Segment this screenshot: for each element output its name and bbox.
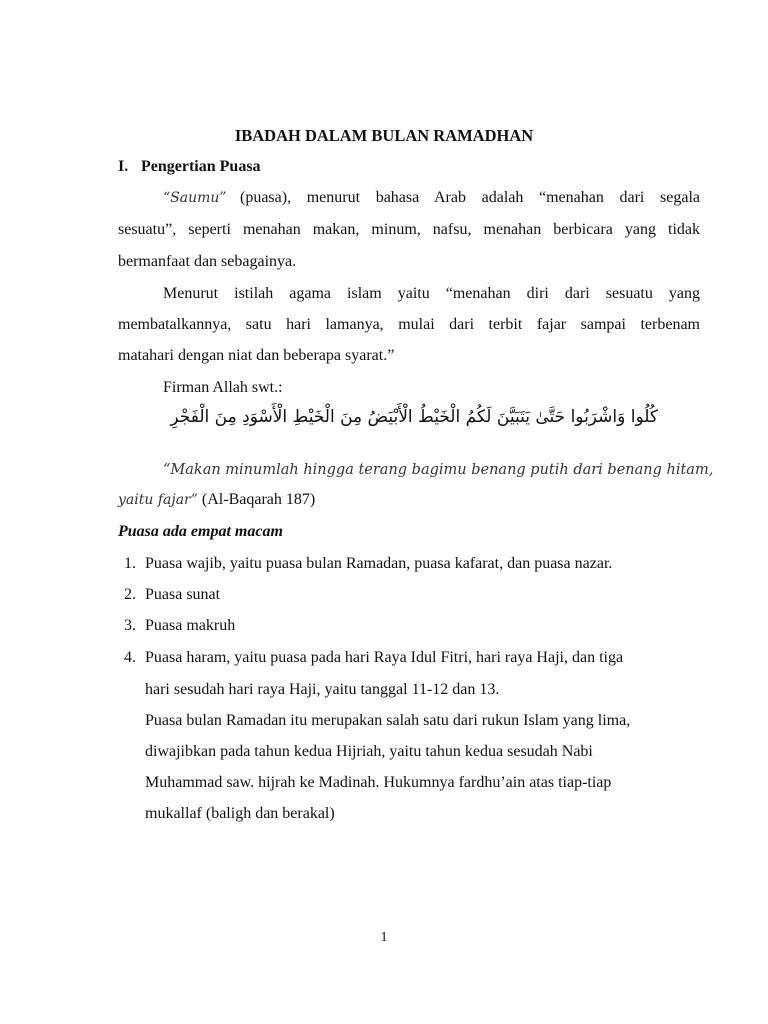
arabic-verse: كُلُوا وَاشْرَبُوا حَتَّىٰ يَتَبَيَّنَ لَكُمُ الْخَيْطُ الْأَبْيَضُ مِنَ الْخَيْطِ الْأَسْوَدِ مِنَ الْفَجْرِ <box>170 407 658 427</box>
para2-line1: Menurut istilah agama islam yaitu “menahan diri dari sesuatu yang <box>163 285 700 302</box>
list-item: Puasa makruh <box>145 617 236 634</box>
firman-label: Firman Allah swt.: <box>163 379 283 396</box>
para1-line2: sesuatu”, seperti menahan makan, minum, nafsu, menahan berbicara yang tidak <box>118 221 700 238</box>
types-heading: Puasa ada empat macam <box>118 523 283 540</box>
list-item: Puasa sunat <box>145 586 221 603</box>
section-number: I. <box>118 158 129 175</box>
list-item-number: 1. <box>124 555 136 572</box>
list-item-number: 4. <box>124 649 136 666</box>
verse-reference: (Al-Baqarah 187) <box>201 491 316 508</box>
document-title: IBADAH DALAM BULAN RAMADHAN <box>234 126 534 145</box>
para1-line1-rest: (puasa), menurut bahasa Arab adalah “menahan dari segala <box>240 189 700 206</box>
translation-line1: “Makan minumlah hingga terang bagimu benang putih dari benang hitam, <box>163 462 714 478</box>
para3-line4: mukallaf (baligh dan berakal) <box>145 805 335 822</box>
para3-line1: Puasa bulan Ramadan itu merupakan salah satu dari rukun Islam yang lima, <box>145 712 631 729</box>
list-item: Puasa haram, yaitu puasa pada hari Raya Idul Fitri, hari raya Haji, dan tiga <box>145 649 624 666</box>
para1-line3: bermanfaat dan sebagainya. <box>118 253 297 270</box>
saumu-term: “Saumu” <box>163 190 227 206</box>
translation-line2 <box>118 490 315 510</box>
page-number: 1 <box>380 930 388 945</box>
list-item-number: 3. <box>124 617 136 634</box>
list-item-continuation: hari sesudah hari raya Haji, yaitu tanggal 11-12 dan 13. <box>145 681 500 698</box>
para1-line1 <box>163 188 227 208</box>
list-item: Puasa wajib, yaitu puasa bulan Ramadan, puasa kafarat, dan puasa nazar. <box>145 555 613 572</box>
para2-line3: matahari dengan niat dan beberapa syarat.” <box>118 347 395 364</box>
list-item-number: 2. <box>124 586 136 603</box>
para3-line2: diwajibkan pada tahun kedua Hijriah, yaitu tahun kedua sesudah Nabi <box>145 743 593 760</box>
section-heading: Pengertian Puasa <box>141 158 261 175</box>
para2-line2: membatalkannya, satu hari lamanya, mulai dari terbit fajar sampai terbenam <box>118 316 700 333</box>
translation-line2-italic: yaitu fajar” <box>118 492 198 508</box>
para3-line3: Muhammad saw. hijrah ke Madinah. Hukumnya fardhu’ain atas tiap-tiap <box>145 774 612 791</box>
